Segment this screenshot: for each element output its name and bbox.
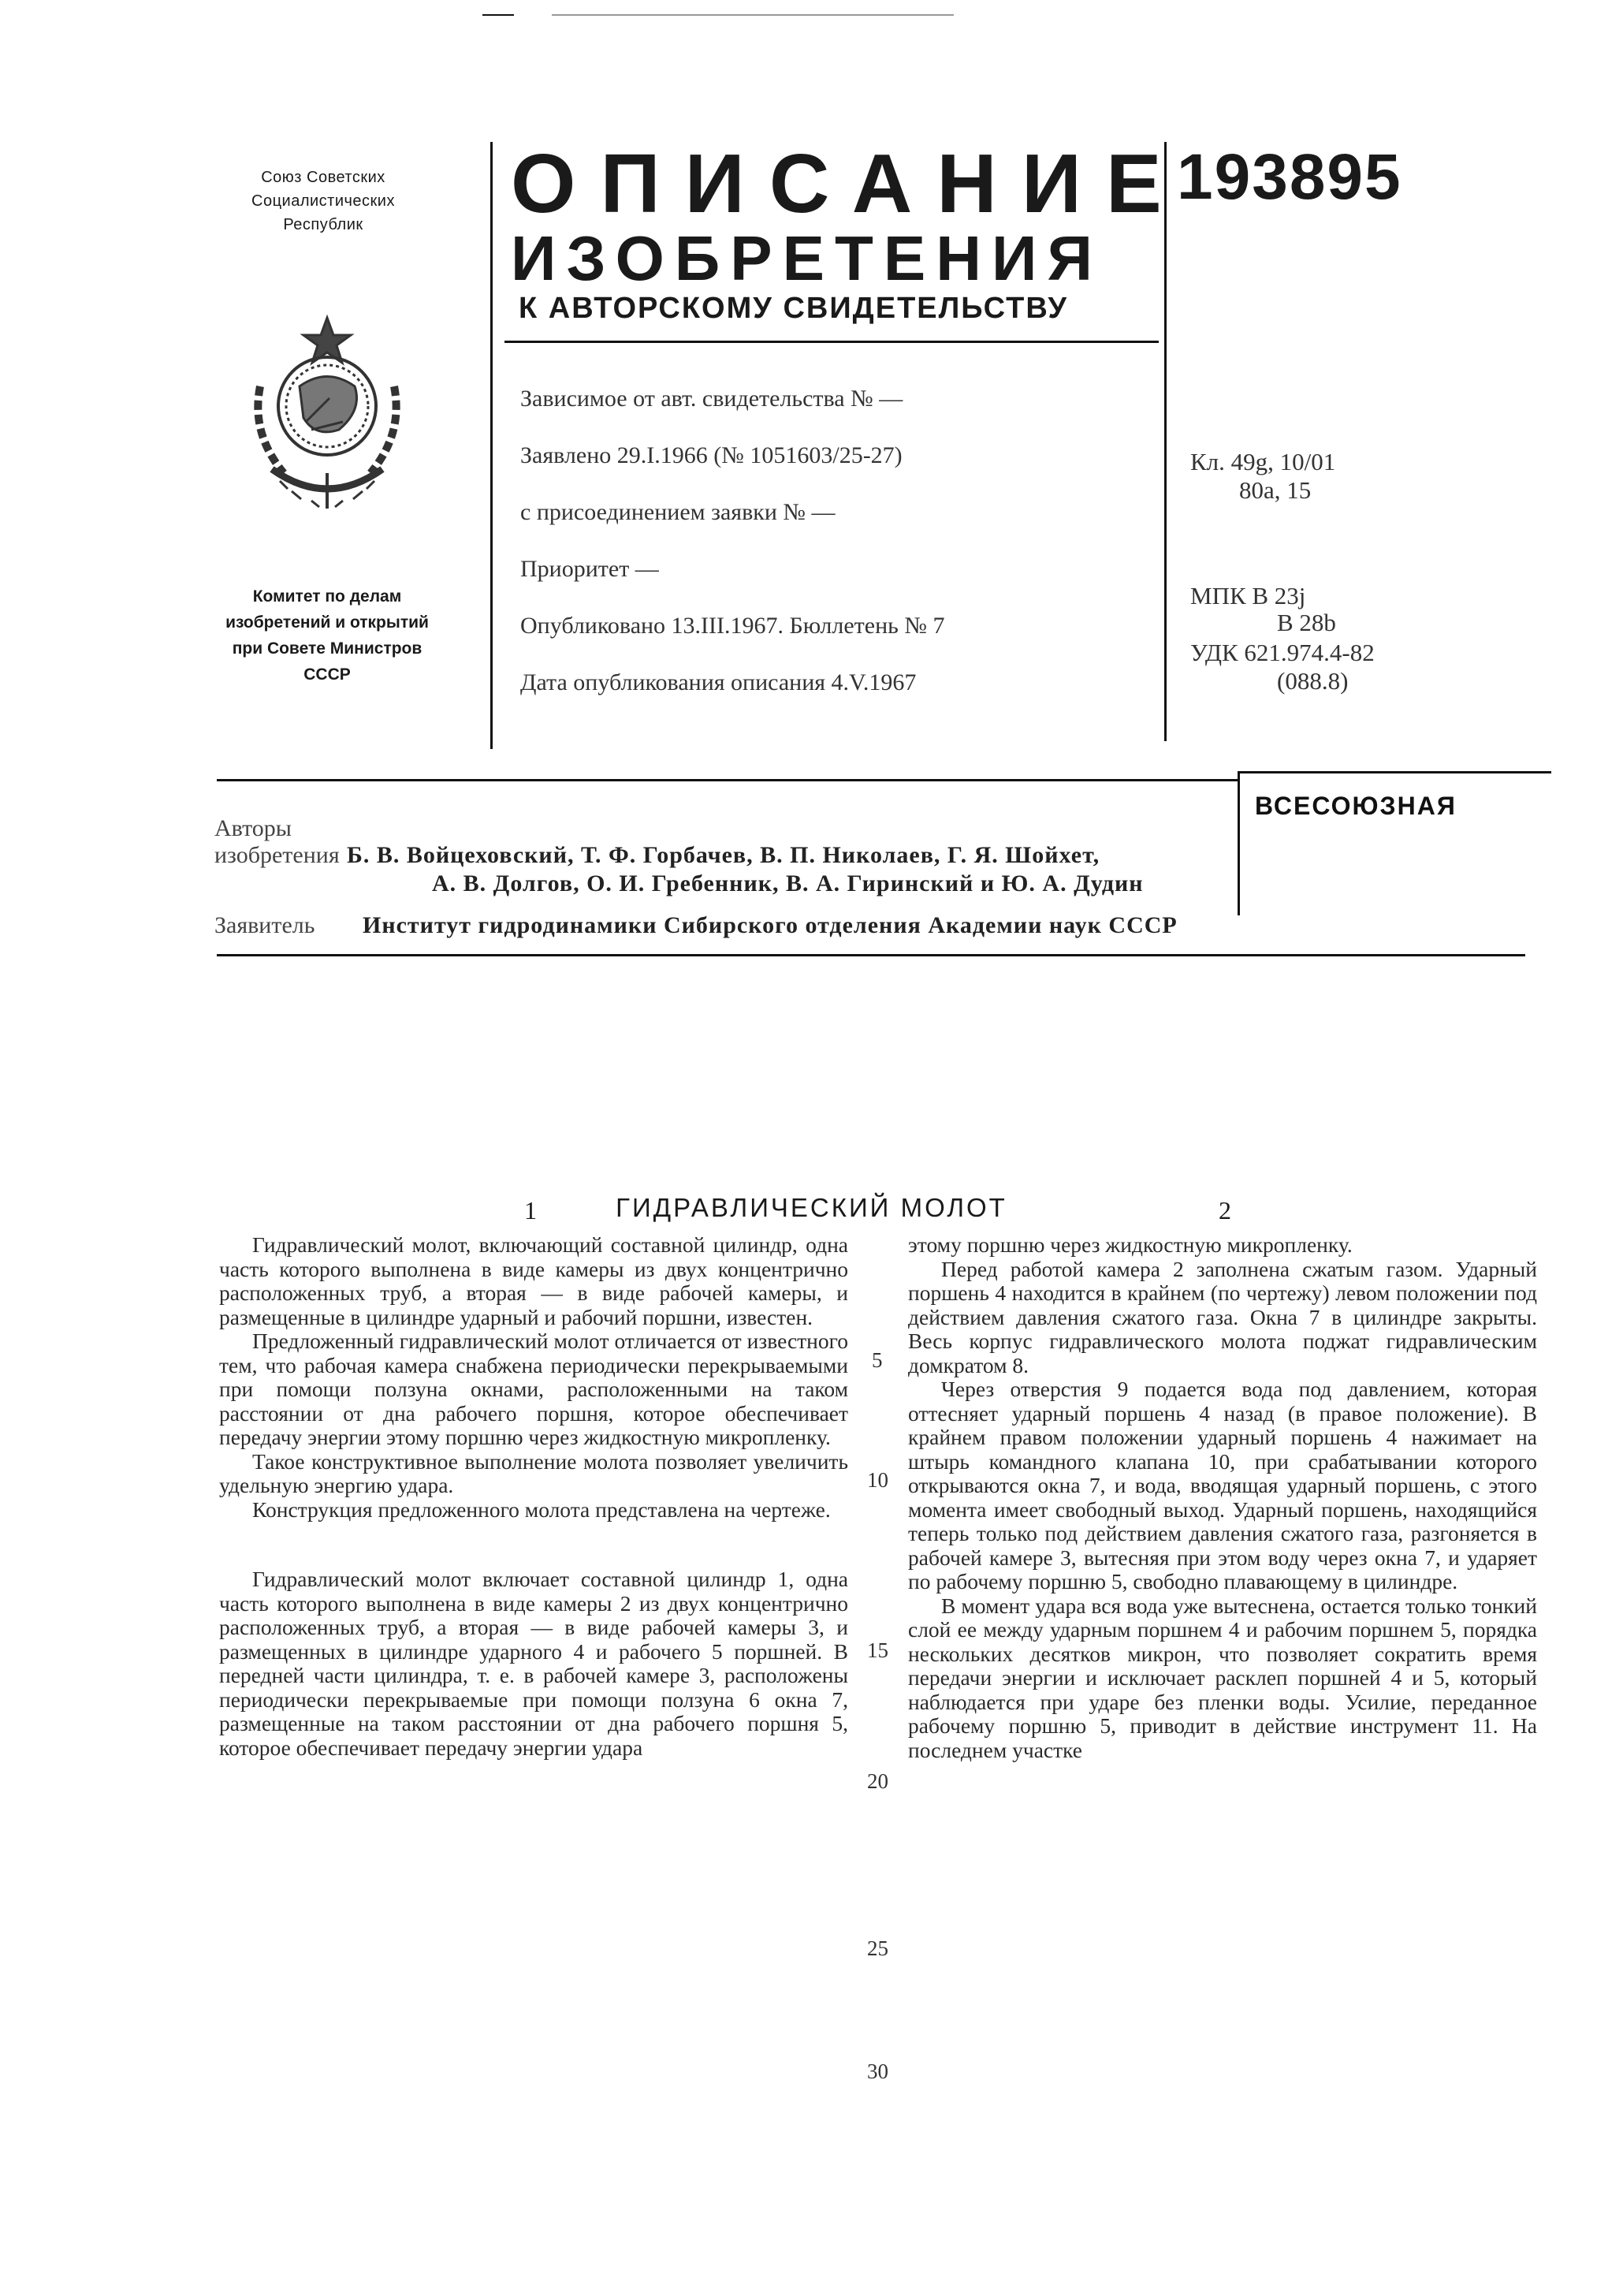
paragraph: Предложенный гидравлический молот отличается от известного тем, что рабочая камера снабжена периодически перекрываемыми при помощи ползуна окнами, расположенными на таком расстоянии от дна рабочего поршня, которое обеспечивает передачу энергии этому поршню через жидкостную микропленку. [219,1329,848,1449]
meta-desc-date: Дата опубликования описания 4.V.1967 [520,669,917,695]
paragraph: Перед работой камера 2 заполнена сжатым газом. Ударный поршень 4 находится в крайнем (по чертежу) левом положении под действием давления сжатого газа. Окна 7 в цилиндре закрыты. Весь корпус гидравлического молота поджат гидравлическим домкратом 8. [908,1256,1537,1377]
section-rule-top [217,779,1238,781]
country-line: Республик [283,216,363,233]
paragraph-gap [219,1522,848,1567]
kl-line-1: Кл. 49g, 10/01 [1190,448,1336,475]
meta-published: Опубликовано 13.III.1967. Бюллетень № 7 [520,613,945,639]
applicant [363,912,1178,939]
title-line-1: ОПИСАНИЕ [511,137,1186,230]
title-underline [504,341,1159,343]
paragraph: Гидравлический молот, включающий составной цилиндр, одна часть которого выполнена в виде камеры из двух концентрично расположенных труб, а вторая — в виде рабочей камеры, и размещенные в цилиндре ударный и рабочий поршни, известен. [219,1232,848,1329]
top-mark [482,14,514,16]
authors-names-1-text: Б. В. Войцеховский, Т. Ф. Горбачев, В. П. Николаев, Г. Я. Шойхет, [347,842,1100,868]
header-divider-right [1164,142,1167,741]
committee-line: при Совете Министров [232,639,423,658]
country-block [197,166,449,237]
meta-priority: Приоритет — [520,556,659,582]
authors-names-2-text: А. В. Долгов, О. И. Гребенник, В. А. Гиринский и Ю. А. Дудин [432,870,1144,896]
kl-line-2: 80a, 15 [1239,476,1312,504]
udk-line-2: (088.8) [1277,667,1349,695]
country-line: Союз Советских [261,169,385,186]
paragraph: В момент удара вся вода уже вытеснена, остается только тонкий слой ее между ударным поршнем 4 и рабочим поршнем 5, порядка нескольких десятков микрон, что позволяет сократить время передачи энергии и исключает расклеп поршней 4 и 5, который наблюдается при ударе без пленки воды. Усилие, переданное рабочему поршню 5, приводит в действие инструмент 11. На последнем участке [908,1593,1537,1762]
authors-names-2 [432,870,1144,897]
udk-line-1: УДК 621.974.4-82 [1190,639,1375,666]
authors-label-2: изобретения [214,842,340,868]
document-title: ГИДРАВЛИЧЕСКИЙ МОЛОТ [616,1193,1007,1222]
paragraph: Гидравлический молот включает составной цилиндр 1, одна часть которого выполнена в виде камеры 2 из двух концентрично расположенных труб, а вторая — в виде рабочей камеры 3, и размещенных в цилиндре ударного 4 и рабочего 5 поршней. В передней части цилиндра, т. е. в рабочей камере 3, расположены периодически перекрываемые при помощи ползуна 6 окна 7, размещенные на таком расстоянии от дна рабочего поршня 5, которое обеспечивает передачу энергии удара [219,1567,848,1760]
country-line: Социалистических [251,192,395,210]
applicant-label: Заявитель [214,912,315,938]
paragraph: Конструкция предложенного молота представлена на чертеже. [252,1496,831,1522]
column-number-1: 1 [524,1196,537,1224]
meta-list [520,383,944,724]
header-divider-left [490,142,493,749]
top-mark [552,14,954,16]
committee-line: СССР [303,665,351,684]
library-stamp-text: ВСЕСОЮЗНАЯ [1255,792,1457,820]
committee-block [209,583,445,688]
line-number: 15 [867,1638,888,1662]
mpk-line-1: МПК B 23j [1190,582,1306,609]
paragraph: этому поршню через жидкостную микропленку. [908,1232,1353,1257]
authors-names-1 [347,842,1100,869]
line-number: 30 [867,2059,888,2083]
authors-label-1: Авторы [214,815,292,841]
mpk-line-2: B 28b [1277,609,1336,636]
line-number: 10 [867,1468,888,1492]
section-rule-bottom [217,954,1525,956]
paragraph: Такое конструктивное выполнение молота позволяет увеличить удельную энергию удара. [219,1448,848,1497]
committee-line: изобретений и открытий [225,613,429,632]
state-emblem-icon [236,311,418,524]
patent-number: 193895 [1177,141,1402,213]
line-number: 5 [872,1348,883,1372]
meta-filed: Заявлено 29.I.1966 (№ 1051603/25-27) [520,442,903,468]
paragraph: Через отверстия 9 подается вода под давлением, которая оттесняет ударный поршень 4 назад (в правое положение). В крайнем правом положении ударный поршень 4 нажимает на штырь командного клапана 10, при срабатывании которого открываются окна 7, и вода, вводящая ударный поршень, с этого момента имеет свободный выход. Ударный поршень, находящийся теперь только под действием давления сжатого газа, разгоняется в рабочей камере 3, вытесняя при этом воду через окна 7, и ударяет по рабочему поршню 5, свободно плавающему в цилиндре. [908,1377,1537,1593]
text-column-2 [908,1233,1537,1762]
meta-dependent: Зависимое от авт. свидетельства № — [520,386,903,412]
column-number-2: 2 [1219,1196,1231,1224]
title-line-2: ИЗОБРЕТЕНИЯ [511,223,1104,293]
meta-joined: с присоединением заявки № — [520,499,836,525]
subtitle: К АВТОРСКОМУ СВИДЕТЕЛЬСТВУ [519,292,1068,325]
applicant-text: Институт гидродинамики Сибирского отделения Академии наук СССР [363,912,1178,938]
committee-line: Комитет по делам [252,587,402,606]
line-number: 25 [867,1936,888,1960]
text-column-1 [219,1233,848,1760]
line-number: 20 [867,1769,888,1793]
